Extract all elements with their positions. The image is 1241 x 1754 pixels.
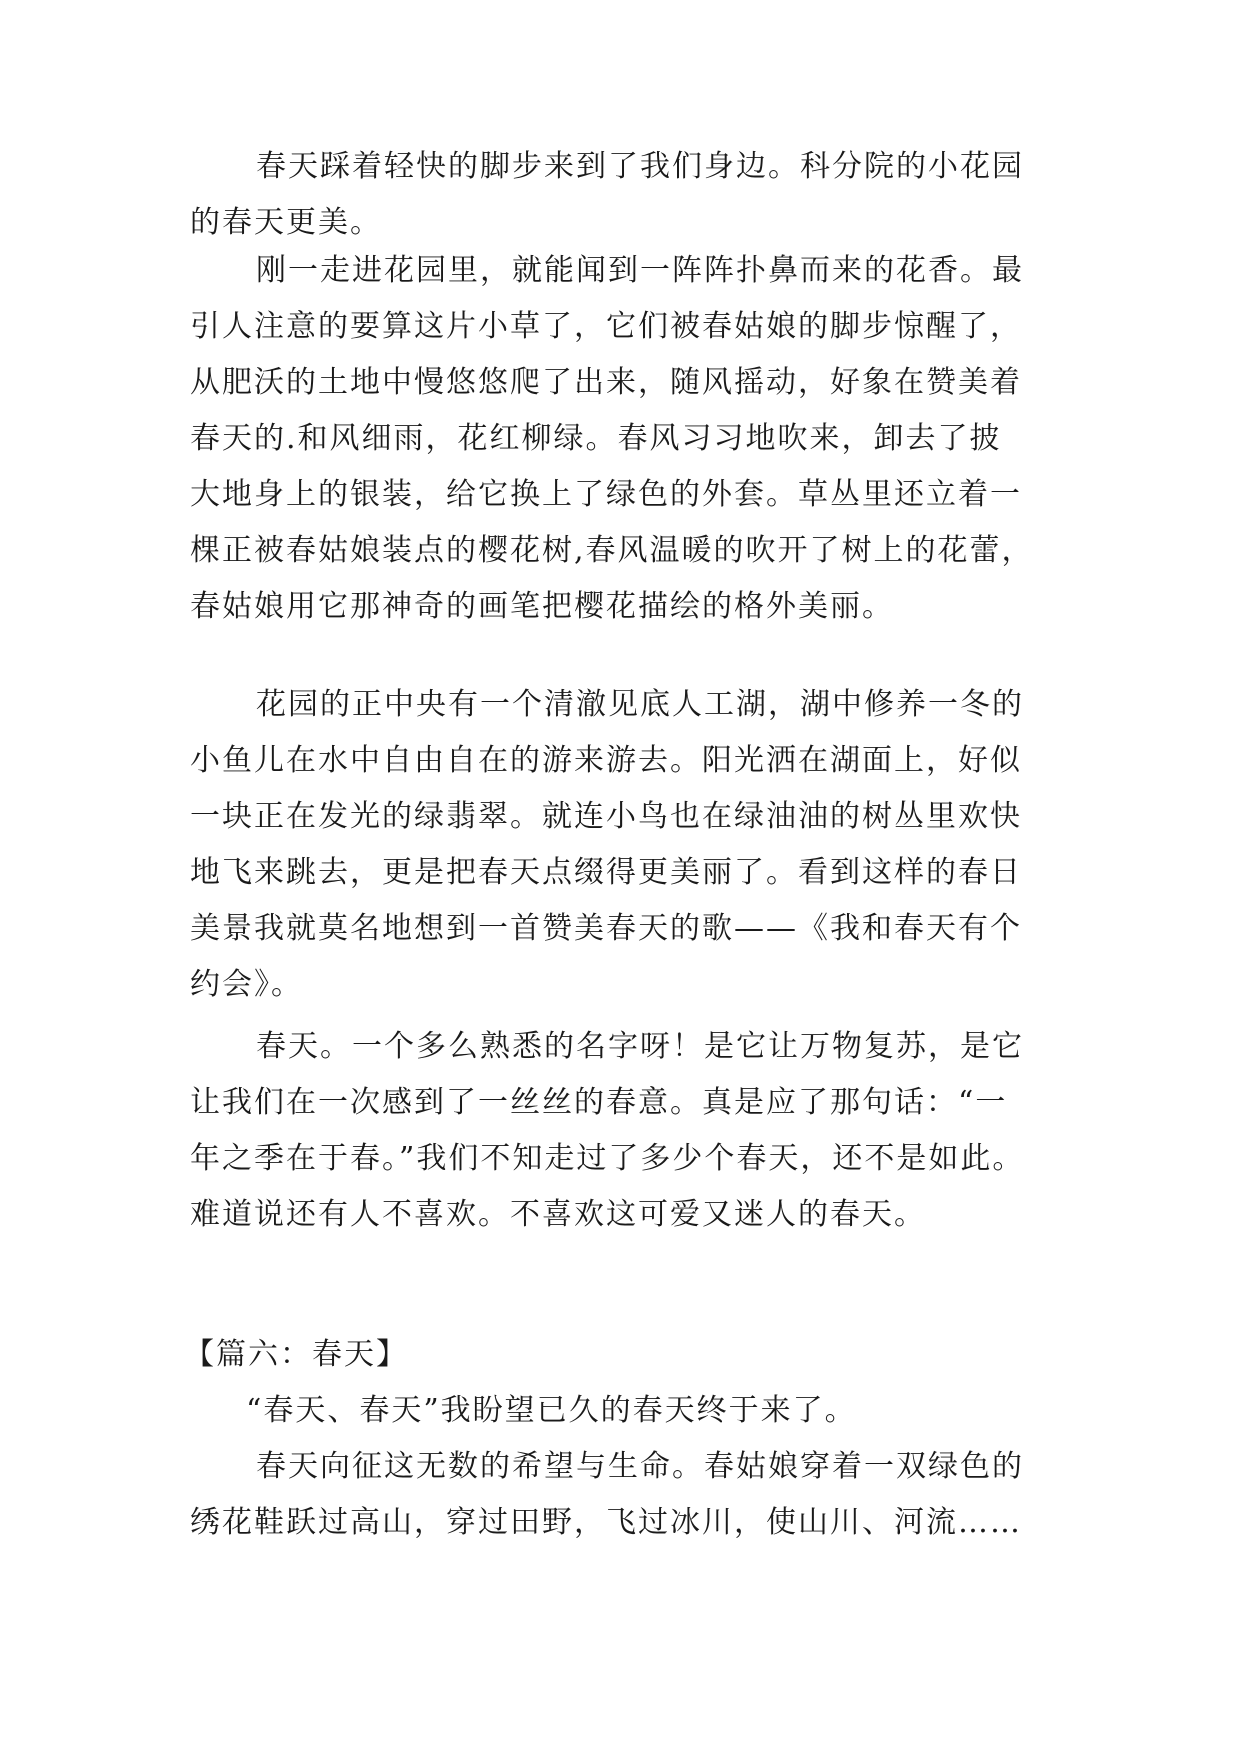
- paragraph-3-line-1: 花园的正中央有一个清澈见底人工湖，湖中修养一冬的: [256, 687, 1024, 722]
- paragraph-4-line-1: 春天。一个多么熟悉的名字呀！是它让万物复苏，是它: [256, 1029, 1024, 1064]
- paragraph-2-line-5: 大地身上的银装，给它换上了绿色的外套。草丛里还立着一: [190, 477, 1022, 512]
- paragraph-2-line-2: 引人注意的要算这片小草了，它们被春姑娘的脚步惊醒了，: [190, 309, 1022, 344]
- paragraph-3-line-3: 一块正在发光的绿翡翠。就连小鸟也在绿油油的树丛里欢快: [190, 799, 1022, 834]
- paragraph-6-line-1: 春天向征这无数的希望与生命。春姑娘穿着一双绿色的: [256, 1449, 1024, 1484]
- paragraph-2-line-6: 棵正被春姑娘装点的樱花树,春风温暖的吹开了树上的花蕾，: [190, 533, 1034, 568]
- paragraph-1-line-2: 的春天更美。: [190, 205, 382, 240]
- paragraph-3-line-4: 地飞来跳去，更是把春天点缀得更美丽了。看到这样的春日: [190, 855, 1022, 890]
- paragraph-4-line-3: 年之季在于春。”我们不知走过了多少个春天，还不是如此。: [190, 1141, 1025, 1176]
- paragraph-5-line-1: “春天、春天”我盼望已久的春天终于来了。: [246, 1393, 857, 1428]
- paragraph-2-line-1: 刚一走进花园里，就能闻到一阵阵扑鼻而来的花香。最: [256, 253, 1024, 288]
- paragraph-4-line-4: 难道说还有人不喜欢。不喜欢这可爱又迷人的春天。: [190, 1197, 926, 1232]
- paragraph-6-line-2: 绣花鞋跃过高山，穿过田野，飞过冰川，使山川、河流……: [190, 1505, 1022, 1540]
- paragraph-4-line-2: 让我们在一次感到了一丝丝的春意。真是应了那句话：“一: [190, 1085, 1008, 1120]
- paragraph-2-line-3: 从肥沃的土地中慢悠悠爬了出来，随风摇动，好象在赞美着: [190, 365, 1022, 400]
- paragraph-1-line-1: 春天踩着轻快的脚步来到了我们身边。科分院的小花园: [256, 149, 1024, 184]
- paragraph-2-line-4: 春天的.和风细雨，花红柳绿。春风习习地吹来，卸去了披: [190, 421, 1002, 456]
- paragraph-2-line-7: 春姑娘用它那神奇的画笔把樱花描绘的格外美丽。: [190, 589, 894, 624]
- paragraph-3-line-6: 约会》。: [190, 967, 303, 1002]
- paragraph-3-line-2: 小鱼儿在水中自由自在的游来游去。阳光洒在湖面上，好似: [190, 743, 1022, 778]
- paragraph-3-line-5: 美景我就莫名地想到一首赞美春天的歌——《我和春天有个: [190, 911, 1022, 946]
- section-heading: 【篇六：春天】: [184, 1337, 408, 1372]
